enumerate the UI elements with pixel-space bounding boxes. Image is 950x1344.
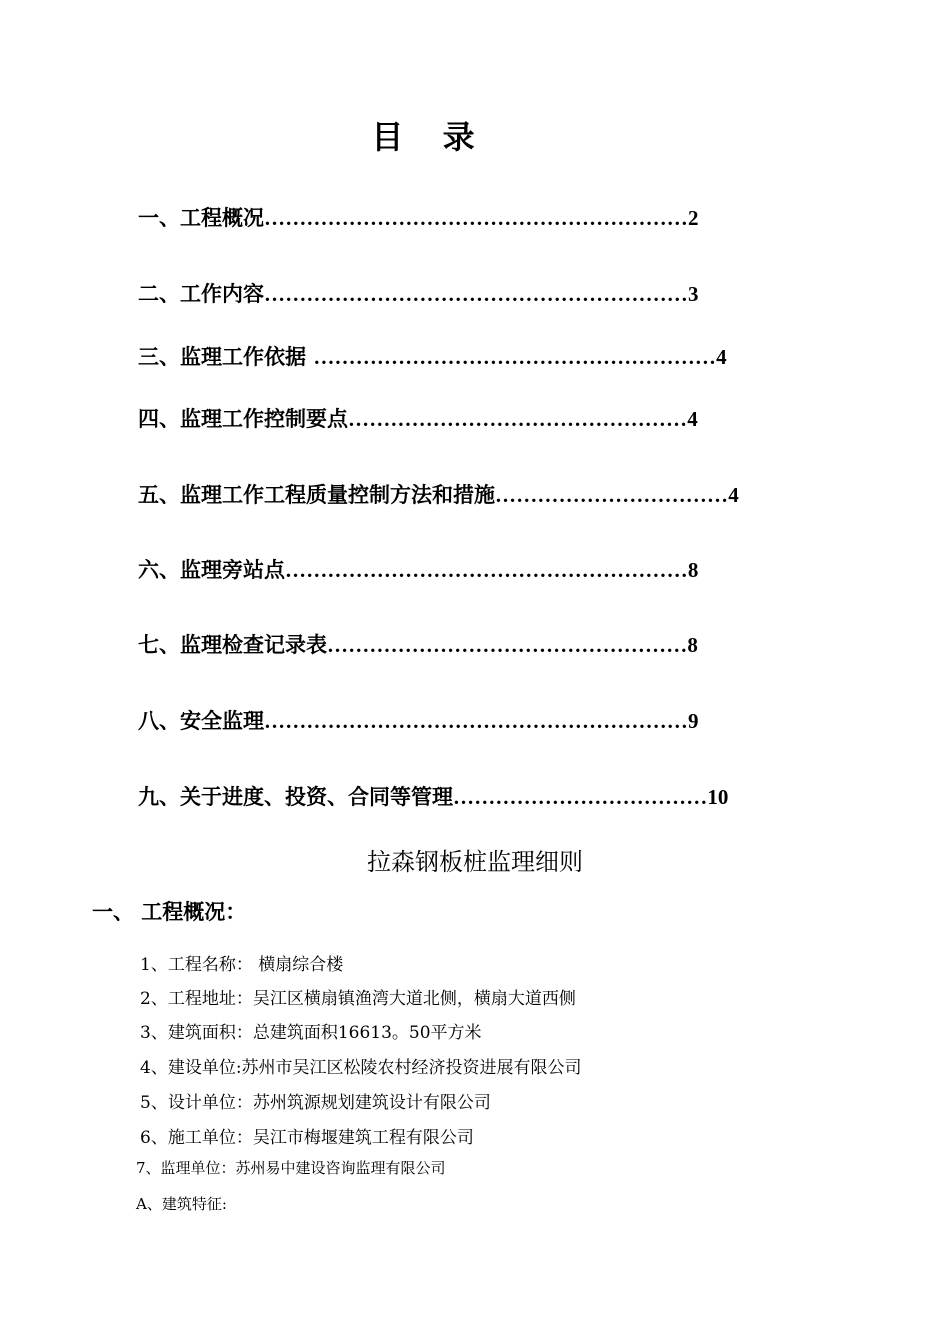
toc-leader-dots: ………………………………………………… xyxy=(285,558,688,582)
toc-item-label: 六、监理旁站点 xyxy=(138,558,285,582)
toc-page-number: 3 xyxy=(688,282,699,306)
toc-leader-dots: ……………………………… xyxy=(453,785,708,809)
section-heading-project-overview: 一、 工程概况： xyxy=(92,900,247,924)
toc-page-number: 4 xyxy=(716,345,727,369)
project-name-line: 1、工程名称： 横扇综合楼 xyxy=(140,955,344,975)
toc-page-number: 8 xyxy=(687,558,699,582)
toc-title: 目 录 xyxy=(371,118,489,156)
toc-item-4[interactable] xyxy=(138,401,698,437)
toc-page-number: 8 xyxy=(687,633,698,657)
contractor-line: 6、施工单位：吴江市梅堰建筑工程有限公司 xyxy=(140,1128,474,1148)
toc-leader-dots: …………………………………………… xyxy=(327,633,688,657)
toc-item-label: 一、工程概况 xyxy=(138,206,264,230)
toc-item-3[interactable] xyxy=(138,339,727,375)
document-title: 拉森钢板桩监理细则 xyxy=(367,848,583,876)
toc-item-label: 五、监理工作工程质量控制方法和措施 xyxy=(138,483,495,507)
toc-item-8[interactable] xyxy=(138,703,699,739)
toc-leader-dots: …………………………………………………… xyxy=(264,709,688,733)
toc-item-label: 二、工作内容 xyxy=(138,282,264,306)
toc-item-label: 四、监理工作控制要点 xyxy=(138,407,348,431)
toc-page-number: 9 xyxy=(688,709,699,733)
toc-item-label: 七、监理检查记录表 xyxy=(138,633,327,657)
toc-item-9[interactable] xyxy=(138,779,728,815)
building-features-line: A、建筑特征: xyxy=(136,1195,227,1213)
toc-item-6[interactable] xyxy=(138,552,698,588)
toc-item-2[interactable] xyxy=(138,276,699,312)
project-address-line: 2、工程地址：吴江区横扇镇渔湾大道北侧，横扇大道西侧 xyxy=(140,989,576,1009)
toc-leader-dots: …………………………… xyxy=(495,483,729,507)
toc-item-label: 八、安全监理 xyxy=(138,709,264,733)
toc-item-label: 三、监理工作依据 xyxy=(138,345,314,369)
toc-item-7[interactable] xyxy=(138,627,698,663)
toc-page-number: 10 xyxy=(707,785,729,809)
toc-leader-dots: ………………………………………… xyxy=(348,407,688,431)
building-area-line: 3、建筑面积：总建筑面积16613。50平方米 xyxy=(140,1023,482,1043)
toc-page-number: 4 xyxy=(687,407,698,431)
toc-page-number: 2 xyxy=(688,206,699,230)
toc-leader-dots: …………………………………………………… xyxy=(264,282,688,306)
toc-item-label: 九、关于进度、投资、合同等管理 xyxy=(138,785,453,809)
toc-item-1[interactable] xyxy=(138,200,699,236)
toc-leader-dots: …………………………………………………… xyxy=(264,206,688,230)
toc-leader-dots: ………………………………………………… xyxy=(313,345,717,369)
supervision-unit-line: 7、监理单位：苏州易中建设咨询监理有限公司 xyxy=(136,1159,446,1177)
design-unit-line: 5、设计单位：苏州筑源规划建筑设计有限公司 xyxy=(140,1093,491,1113)
construction-owner-line: 4、建设单位:苏州市吴江区松陵农村经济投资进展有限公司 xyxy=(140,1058,582,1078)
toc-page-number: 4 xyxy=(728,483,739,507)
toc-item-5[interactable] xyxy=(138,477,739,513)
